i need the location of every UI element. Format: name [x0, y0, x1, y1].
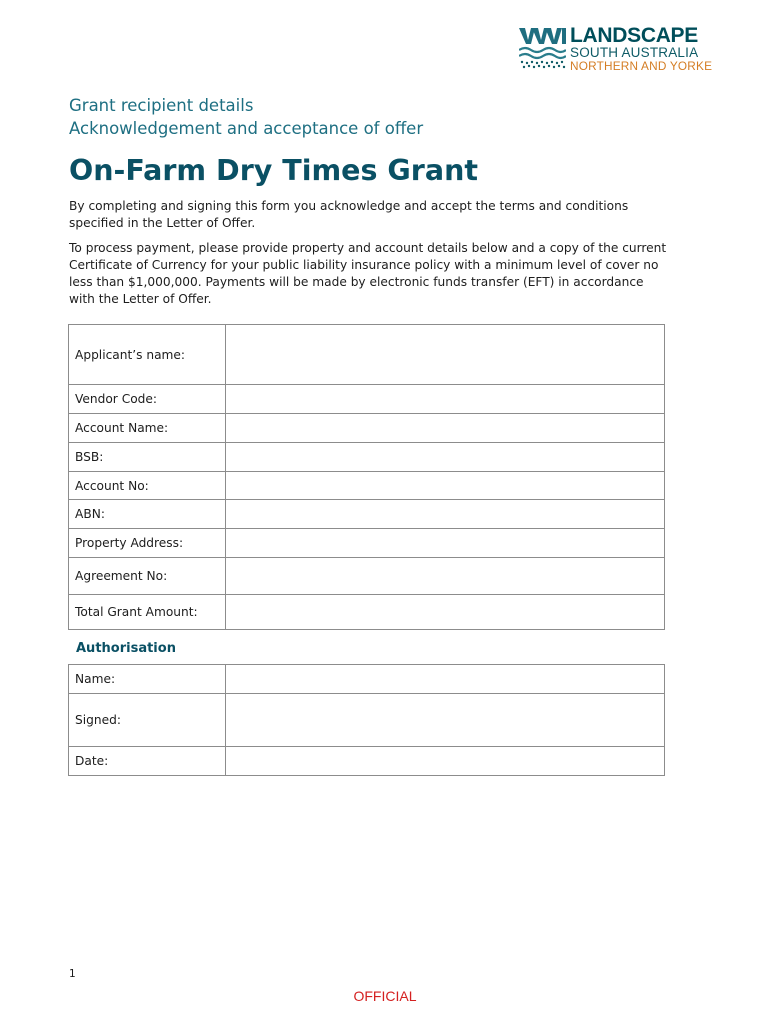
bsb-label: BSB: — [69, 443, 226, 472]
intro-paragraph-1: By completing and signing this form you acknowledge and accept the terms and conditions specified in the Letter of Offer. — [69, 199, 629, 230]
authorisation-heading: Authorisation — [76, 641, 176, 656]
table-row — [69, 529, 665, 558]
property-address-field[interactable] — [226, 529, 665, 558]
signed-label: Signed: — [69, 694, 226, 747]
page-number: 1 — [69, 968, 76, 980]
applicant-name-label: Applicant’s name: — [69, 325, 226, 385]
table-row — [69, 747, 665, 776]
landscape-sa-logo — [519, 26, 724, 72]
signature-field[interactable] — [226, 694, 665, 747]
account-no-field[interactable] — [226, 472, 665, 500]
table-row — [69, 385, 665, 414]
page-title: On-Farm Dry Times Grant — [69, 154, 478, 187]
date-label: Date: — [69, 747, 226, 776]
applicant-name-field[interactable] — [226, 325, 665, 385]
account-name-field[interactable] — [226, 414, 665, 443]
table-row — [69, 595, 665, 630]
total-grant-amount-field[interactable] — [226, 595, 665, 630]
logo-mark-icon — [519, 26, 566, 70]
table-row — [69, 443, 665, 472]
account-no-label: Account No: — [69, 472, 226, 500]
agreement-no-field[interactable] — [226, 558, 665, 595]
subtitle-grant-recipient: Grant recipient details — [69, 96, 254, 115]
authorisation-table — [68, 664, 665, 776]
logo-line-region: NORTHERN AND YORKE — [570, 59, 713, 73]
vendor-code-field[interactable] — [226, 385, 665, 414]
auth-name-label: Name: — [69, 665, 226, 694]
table-row — [69, 694, 665, 747]
table-row — [69, 472, 665, 500]
logo-line-south-australia: SOUTH AUSTRALIA — [570, 45, 699, 60]
total-grant-amount-label: Total Grant Amount: — [69, 595, 226, 630]
vendor-code-label: Vendor Code: — [69, 385, 226, 414]
grant-details-table — [68, 324, 665, 630]
auth-name-field[interactable] — [226, 665, 665, 694]
logo-line-landscape: LANDSCAPE — [570, 24, 698, 47]
abn-field[interactable] — [226, 500, 665, 529]
logo-wordmark — [570, 26, 712, 73]
abn-label: ABN: — [69, 500, 226, 529]
table-row — [69, 500, 665, 529]
table-row — [69, 325, 665, 385]
account-name-label: Account Name: — [69, 414, 226, 443]
table-row — [69, 558, 665, 595]
table-row — [69, 665, 665, 694]
bsb-field[interactable] — [226, 443, 665, 472]
table-row — [69, 414, 665, 443]
property-address-label: Property Address: — [69, 529, 226, 558]
agreement-no-label: Agreement No: — [69, 558, 226, 595]
date-field[interactable] — [226, 747, 665, 776]
intro-paragraph-2: To process payment, please provide property and account details below and a copy of the current Certificate of Currency for your public liability insurance policy with a minimum level of cover no less than $1,000,000. Payments will be made by electronic funds transfer (EFT) in accordance with the Letter of Offer. — [69, 241, 667, 306]
official-classification-label: OFFICIAL — [353, 988, 417, 1004]
subtitle-acknowledgement: Acknowledgement and acceptance of offer — [69, 119, 424, 138]
